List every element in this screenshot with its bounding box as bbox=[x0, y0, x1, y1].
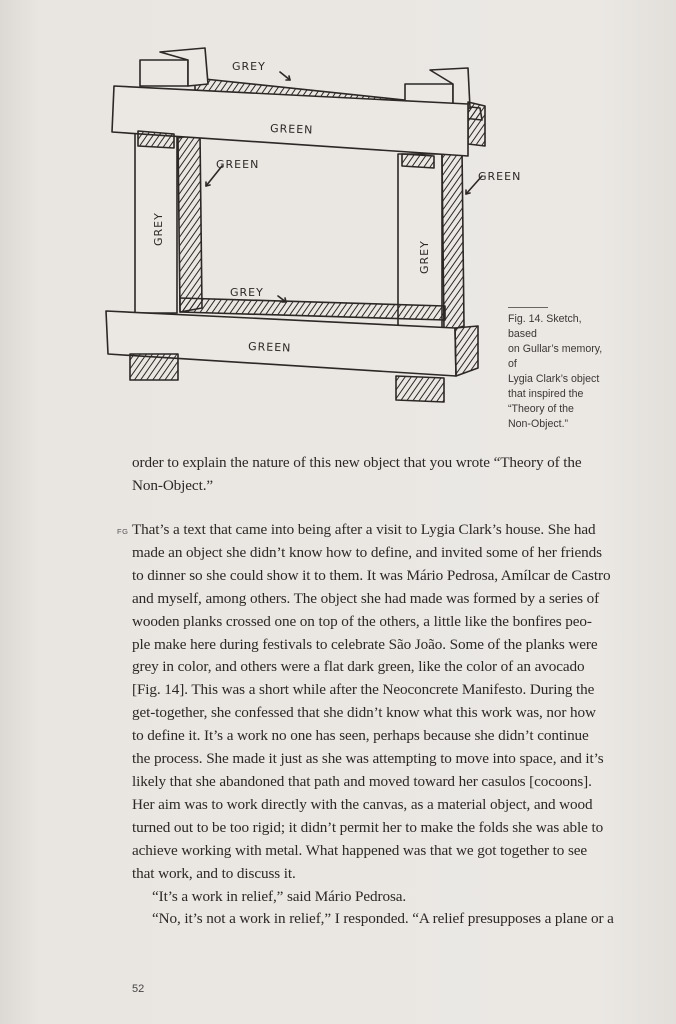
text-line: wooden planks crossed one on top of the others, a little like the bonfires peo- bbox=[132, 612, 592, 630]
text-line: grey in color, and others were a flat dark green, like the color of an avocado bbox=[132, 658, 585, 676]
page-number: 52 bbox=[132, 983, 145, 995]
caption-line: on Gullar’s memory, of bbox=[508, 343, 603, 370]
speaker-initials: FG bbox=[117, 527, 129, 536]
answer-paragraph bbox=[132, 519, 632, 931]
dialogue-line: “No, it’s not a work in relief,” I responded. “A relief presupposes a plane or a bbox=[152, 910, 614, 928]
label-grey-bottom: GREY bbox=[230, 286, 264, 299]
text-line: Her aim was to work directly with the canvas, as a material object, and wood bbox=[132, 795, 593, 813]
text-line: That’s a text that came into being after a visit to Lygia Clark’s house. She had bbox=[132, 521, 596, 538]
text-line: [Fig. 14]. This was a short while after the Neoconcrete Manifesto. During the bbox=[132, 681, 595, 699]
text-line: Non-Object.” bbox=[132, 476, 214, 494]
caption-line: Non-Object.” bbox=[508, 418, 569, 430]
text-line: to define it. It’s a work no one has seen, perhaps because she didn’t continue bbox=[132, 727, 589, 745]
caption-line: that inspired the bbox=[508, 388, 584, 400]
text-line: ple make here during festivals to celebrate São João. Some of the planks were bbox=[132, 635, 598, 653]
label-green-right: GREEN bbox=[478, 170, 522, 183]
label-green-inner: GREEN bbox=[216, 158, 260, 171]
text-line: order to explain the nature of this new object that you wrote “Theory of the bbox=[132, 454, 582, 471]
caption-line: Fig. 14. Sketch, based bbox=[508, 313, 582, 340]
text-line: and myself, among others. The object she had made was formed by a series of bbox=[132, 589, 600, 607]
label-grey-top: GREY bbox=[232, 60, 266, 73]
lead-paragraph bbox=[132, 452, 632, 498]
text-line: made an object she didn’t know how to define, and invited some of her friends bbox=[132, 543, 602, 561]
text-line: to dinner so she could show it to them. It was Mário Pedrosa, Amílcar de Castro bbox=[132, 566, 611, 584]
figure-caption bbox=[508, 312, 608, 432]
caption-line: “Theory of the bbox=[508, 403, 574, 415]
dialogue-line: “It’s a work in relief,” said Mário Pedrosa. bbox=[152, 887, 407, 905]
text-line: likely that she abandoned that path and moved toward her casulos [cocoons]. bbox=[132, 772, 592, 790]
text-line: achieve working with metal. What happened was that we got together to see bbox=[132, 841, 588, 859]
label-green-bottom: GREEN bbox=[247, 340, 292, 355]
text-line: get-together, she confessed that she didn’t know what this work was, nor how bbox=[132, 704, 596, 722]
caption-rule bbox=[508, 307, 548, 308]
label-grey-left: GREY bbox=[152, 212, 165, 246]
plank-sketch-illustration bbox=[100, 36, 550, 416]
label-grey-right: GREY bbox=[418, 240, 431, 274]
caption-line: Lygia Clark’s object bbox=[508, 373, 600, 385]
label-green-top: GREEN bbox=[269, 122, 314, 137]
text-line: turned out to be too rigid; it didn’t permit her to make the folds she was able to bbox=[132, 818, 604, 836]
text-line: that work, and to discuss it. bbox=[132, 864, 296, 882]
text-line: the process. She made it just as she was attempting to move into space, and it’s bbox=[132, 750, 604, 768]
